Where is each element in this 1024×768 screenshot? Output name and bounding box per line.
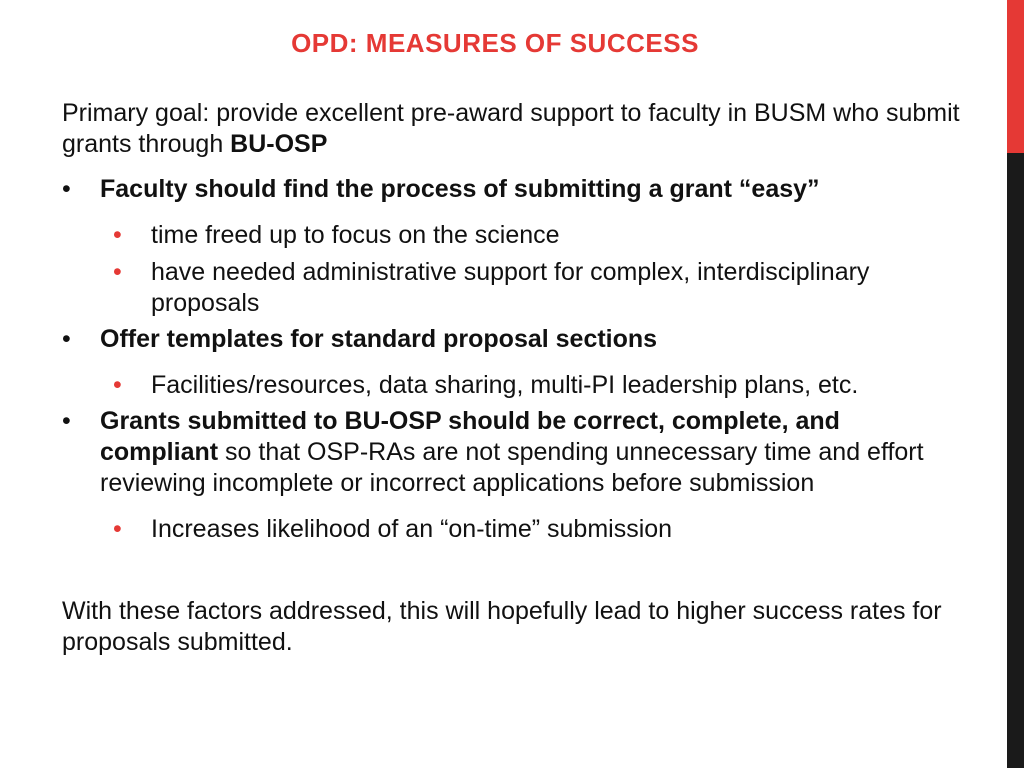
- intro-text: Primary goal: provide excellent pre-award support to faculty in BUSM who submit grants through: [62, 99, 960, 158]
- sub-bullet-3-1: [62, 514, 962, 545]
- bullet-3-label: Grants submitted to BU-OSP should be correct, complete, and compliant: [100, 407, 840, 466]
- bullet-2: [62, 324, 962, 355]
- bullet-3: [62, 406, 962, 499]
- slide-title: OPD: MEASURES OF SUCCESS: [291, 28, 699, 58]
- sub-bullet-dot: •: [113, 258, 122, 286]
- bullet-3-rest: so that OSP-RAs are not spending unnecessary time and effort reviewing incomplete or incorrect applications before submission: [100, 438, 924, 497]
- sub-bullet-text: Facilities/resources, data sharing, multi-PI leadership plans, etc.: [151, 371, 859, 399]
- sub-bullet-dot: •: [113, 221, 122, 249]
- intro-bold: BU-OSP: [230, 130, 328, 158]
- sub-bullet-dot: •: [113, 515, 122, 543]
- conclusion-paragraph: With these factors addressed, this will hopefully lead to higher success rates for proposals submitted.: [62, 597, 942, 656]
- intro-paragraph: [62, 98, 962, 160]
- bullet-dot: •: [62, 407, 71, 435]
- bullet-1: [62, 174, 962, 205]
- sub-bullet-text: time freed up to focus on the science: [151, 221, 560, 249]
- sub-bullet-1-2: [62, 257, 962, 319]
- bullet-dot: •: [62, 325, 71, 353]
- sub-bullet-dot: •: [113, 371, 122, 399]
- bullet-1-label: Faculty should find the process of submitting a grant “easy”: [100, 175, 820, 203]
- bullet-dot: •: [62, 175, 71, 203]
- slide-body: [62, 98, 962, 658]
- sub-bullet-text: have needed administrative support for complex, interdisciplinary proposals: [151, 258, 870, 317]
- bullet-2-label: Offer templates for standard proposal sections: [100, 325, 658, 353]
- sub-bullet-1-1: [62, 220, 962, 251]
- sub-bullet-2-1: [62, 370, 962, 401]
- accent-sidebar-dark: [1007, 153, 1024, 768]
- sub-bullet-text: Increases likelihood of an “on-time” submission: [151, 515, 673, 543]
